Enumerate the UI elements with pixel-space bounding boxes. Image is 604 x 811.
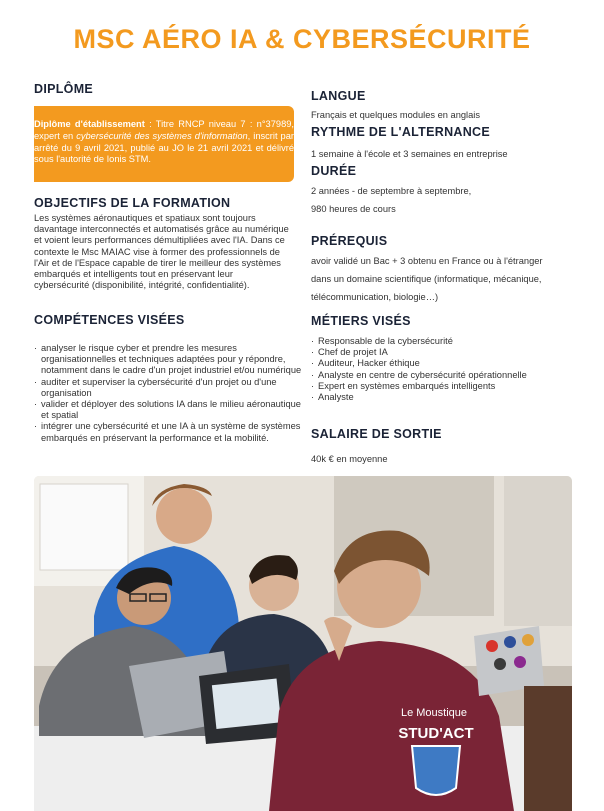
metiers-heading: MÉTIERS VISÉS: [311, 314, 411, 328]
list-item: · Chef de projet IA: [311, 347, 571, 358]
diplome-text: Diplôme d'établissement : Titre RNCP niveau 7 : n°37989, expert en cybersécurité des systèmes d'information, inscrit par arrêté du 9 avril 2021, publié au JO le 21 avril 2021 et délivré sous l'autorité de Ionis STM.: [34, 119, 294, 165]
list-item: · analyser le risque cyber et prendre les mesures organisationnelles et techniques adaptées pour y répondre, notamment dans le cadre d'un projet industriel et/ou numérique: [34, 343, 304, 377]
list-item: · auditer et superviser la cybersécurité d'un projet ou d'une organisation: [34, 377, 304, 399]
page-title: MSC AÉRO IA & CYBERSÉCURITÉ: [73, 24, 531, 54]
list-item: · Auditeur, Hacker éthique: [311, 358, 571, 369]
prerequis-line1: avoir validé un Bac + 3 obtenu en France ou à l'étranger: [311, 256, 543, 266]
competences-list: [34, 343, 304, 444]
competences-heading: COMPÉTENCES VISÉES: [34, 313, 185, 327]
duree-line2: 980 heures de cours: [311, 204, 396, 214]
diplome-heading: DIPLÔME: [34, 82, 94, 96]
langue-text: Français et quelques modules en anglais: [311, 110, 480, 120]
list-item: · valider et déployer des solutions IA dans le milieu aéronautique et spatial: [34, 399, 304, 421]
objectifs-heading: OBJECTIFS DE LA FORMATION: [34, 196, 231, 210]
prerequis-line2: dans un domaine scientifique (informatique, mécanique,: [311, 274, 542, 284]
list-item: · Analyste en centre de cybersécurité opérationnelle: [311, 370, 571, 381]
rythme-text: 1 semaine à l'école et 3 semaines en entreprise: [311, 149, 508, 159]
classroom-photo: [34, 476, 572, 811]
objectifs-text: Les systèmes aéronautiques et spatiaux sont toujours davantage interconnectés et automatisés grâce au numérique et voient leurs performances démultipliées avec l'IA. Dans ce contexte le Msc MAIAC vise à former des professionnels de l'Air et de l'Espace capable de tirer le meilleur des systèmes embarqués et intelligents tout en préservant leur cybersécurité (disponibilité, intégrité, confidentialité).: [34, 213, 289, 291]
metiers-list: [311, 336, 571, 403]
list-item: · intégrer une cybersécurité et une IA à un système de systèmes embarqués en préservant la performance et la mobilité.: [34, 421, 304, 443]
salaire-heading: SALAIRE DE SORTIE: [311, 427, 442, 441]
duree-heading: DURÉE: [311, 164, 357, 178]
list-item: · Expert en systèmes embarqués intelligents: [311, 381, 571, 392]
diplome-box: [34, 106, 294, 182]
duree-line1: 2 années - de septembre à septembre,: [311, 186, 472, 196]
prerequis-line3: télécommunication, biologie…): [311, 292, 439, 302]
list-item: · Analyste: [311, 392, 571, 403]
list-item: · Responsable de la cybersécurité: [311, 336, 571, 347]
rythme-heading: RYTHME DE L'ALTERNANCE: [311, 125, 491, 139]
langue-heading: LANGUE: [311, 89, 366, 103]
salaire-text: 40k € en moyenne: [311, 454, 388, 464]
prerequis-heading: PRÉREQUIS: [311, 234, 388, 248]
hoodie-text-2: STUD'ACT: [398, 725, 474, 742]
hoodie-text-1: Le Moustique: [400, 707, 468, 719]
